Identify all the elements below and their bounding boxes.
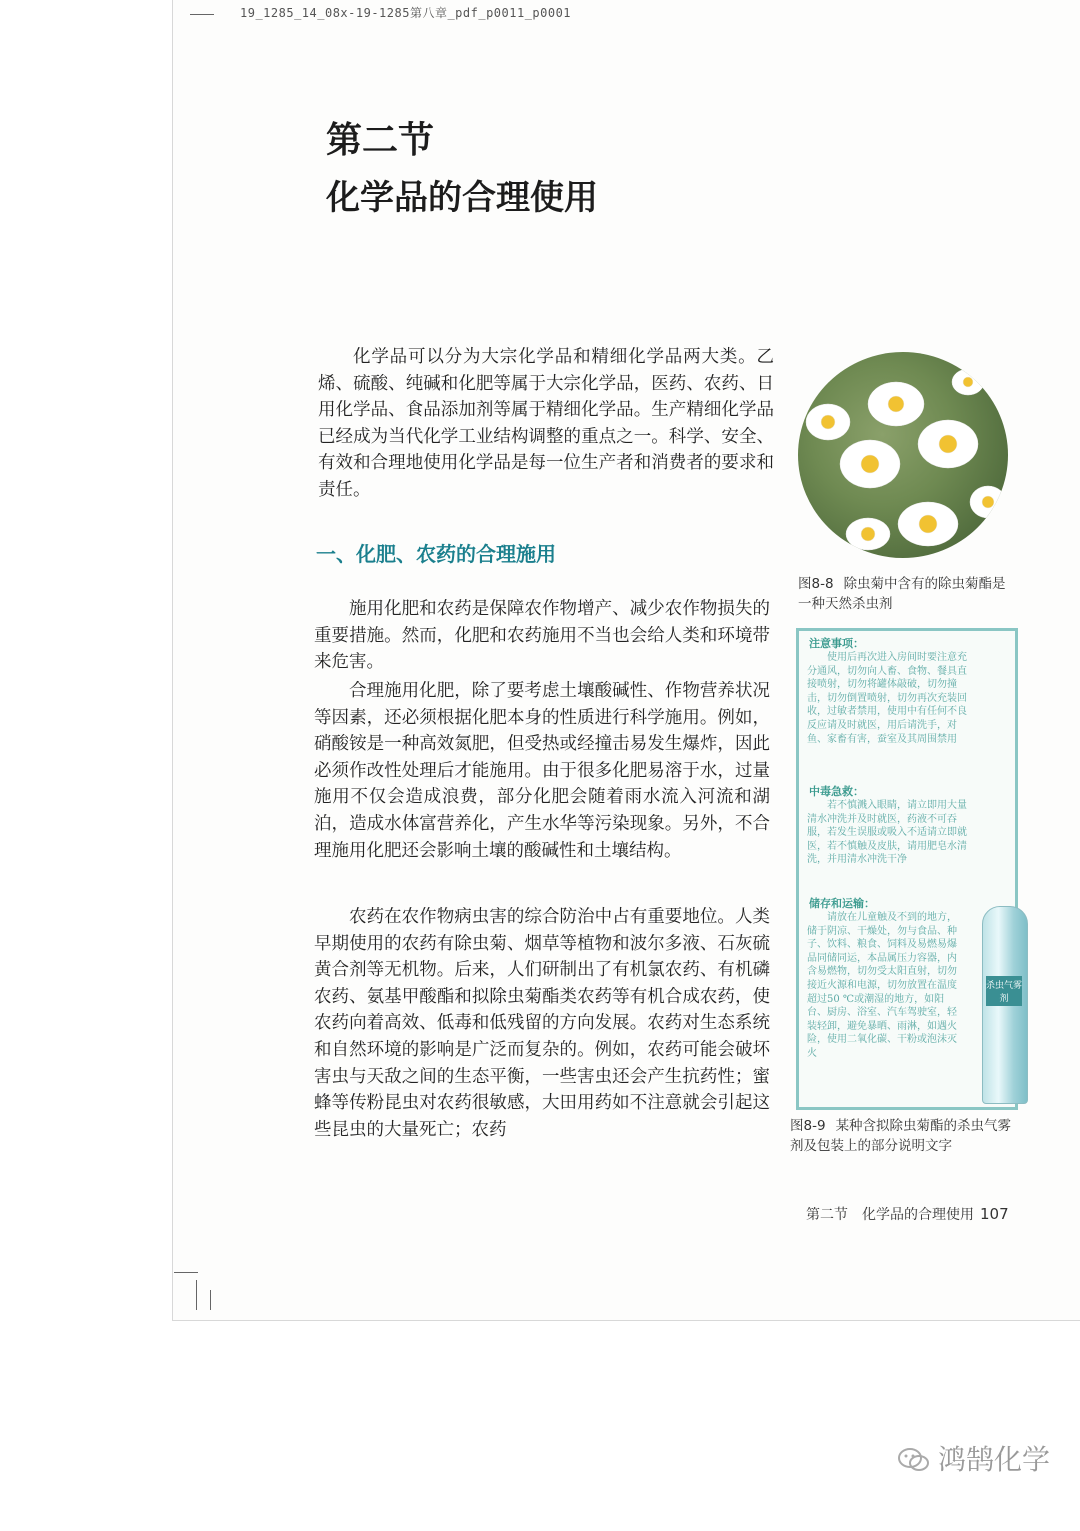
label-heading: 注意事项： (809, 637, 864, 650)
page-number: 107 (980, 1205, 1009, 1223)
figure-caption-8-9 (790, 1116, 1016, 1156)
section-number: 第二节 (326, 120, 435, 161)
watermark-text: 鸿鹄化学 (938, 1443, 1051, 1476)
section-title: 化学品的合理使用 (326, 178, 598, 218)
crop-mark (196, 1280, 197, 1310)
body-paragraph: 施用化肥和农药是保障农作物增产、减少农作物损失的重要措施。然而，化肥和农药施用不当也会给人类和环境带来危害。 (314, 599, 770, 673)
subsection-heading: 一、化肥、农药的合理施用 (316, 542, 556, 566)
label-heading: 中毒急救： (809, 785, 864, 798)
caption-text: 除虫菊中含有的除虫菊酯是一种天然杀虫剂 (798, 576, 1006, 612)
file-header: 19_1285_14_08x-19-1285第八章_pdf_p0011_p0001 (240, 6, 572, 20)
crop-mark (174, 1272, 198, 1273)
figure-number: 图8-8 (798, 576, 834, 592)
body-paragraph: 农药在农作物病虫害的综合防治中占有重要地位。人类早期使用的农药有除虫菊、烟草等植物和波尔多液、石灰硫黄合剂等无机物。后来，人们研制出了有机氯农药、有机磷农药、氨基甲酸酯和拟除虫菊酯类农药等有机合成农药，使农药向着高效、低毒和低残留的方向发展。农药对生态系统和自然环境的影响是广泛而复杂的。例如，农药可能会破坏害虫与天敌之间的生态平衡，一些害虫还会产生抗药性；蜜蜂等传粉昆虫对农药很敏感，大田用药如不注意就会引起这些昆虫的大量死亡；农药 (314, 907, 770, 1140)
label-text: 若不慎溅入眼睛，请立即用大量清水冲洗并及时就医，药液不可吞服，若发生误服或吸入不适请立即就医，若不慎触及皮肤，请用肥皂水清洗，并用清水冲洗干净 (807, 800, 967, 866)
page-footer (806, 1204, 1009, 1224)
chrysanthemum-photo (798, 352, 1008, 558)
spray-can-label: 杀虫气雾剂 (986, 976, 1022, 1006)
label-text: 使用后再次进入房间时要注意充分通风，切勿向人畜、食物、餐具直接喷射，切勿将罐体敲破，切勿撞击，切勿倒置喷射，切勿再次充装回收，过敏者禁用，使用中有任何不良反应请及时就医，用后请洗手，对鱼、家畜有害，蚕室及其周围禁用 (807, 652, 967, 745)
wechat-icon (898, 1446, 930, 1470)
watermark (898, 1438, 1050, 1478)
label-heading: 储存和运输： (809, 897, 875, 910)
running-title: 第二节 化学品的合理使用 (806, 1207, 974, 1223)
label-text: 请放在儿童触及不到的地方，储于阴凉、干燥处，勿与食品、种子、饮料、粮食、饲料及易燃易爆品同储同运，本品属压力容器，内含易燃物，切勿受太阳直射，切勿接近火源和电源，切勿放置在温度超过50 ℃或潮湿的地方，如阳台、厨房、浴室、汽车驾驶室，轻装轻卸，避免暴晒、雨淋，如遇火险，使用二氧化碳、干粉或泡沫灭火 (807, 912, 957, 1059)
body-paragraph: 合理施用化肥，除了要考虑土壤酸碱性、作物营养状况等因素，还必须根据化肥本身的性质进行科学施用。例如，硝酸铵是一种高效氮肥，但受热或经撞击易发生爆炸，因此必须作改性处理后才能施用。由于很多化肥易溶于水，过量施用不仅会造成浪费，部分化肥会随着雨水流入河流和湖泊，造成水体富营养化，产生水华等污染现象。另外，不合理施用化肥还会影响土壤的酸碱性和土壤结构。 (314, 681, 770, 861)
figure-number: 图8-9 (790, 1118, 826, 1134)
intro-paragraph: 化学品可以分为大宗化学品和精细化学品两大类。乙烯、硫酸、纯碱和化肥等属于大宗化学品，医药、农药、日用化学品、食品添加剂等属于精细化学品。生产精细化学品已经成为当代化学工业结构调整的重点之一。科学、安全、有效和合理地使用化学品是每一位生产者和消费者的要求和责任。 (318, 347, 774, 500)
caption-text: 某种含拟除虫菊酯的杀虫气雾剂及包装上的部分说明文字 (790, 1118, 1012, 1154)
crop-mark (190, 14, 214, 15)
figure-caption-8-8 (798, 574, 1016, 614)
crop-mark (210, 1290, 211, 1310)
